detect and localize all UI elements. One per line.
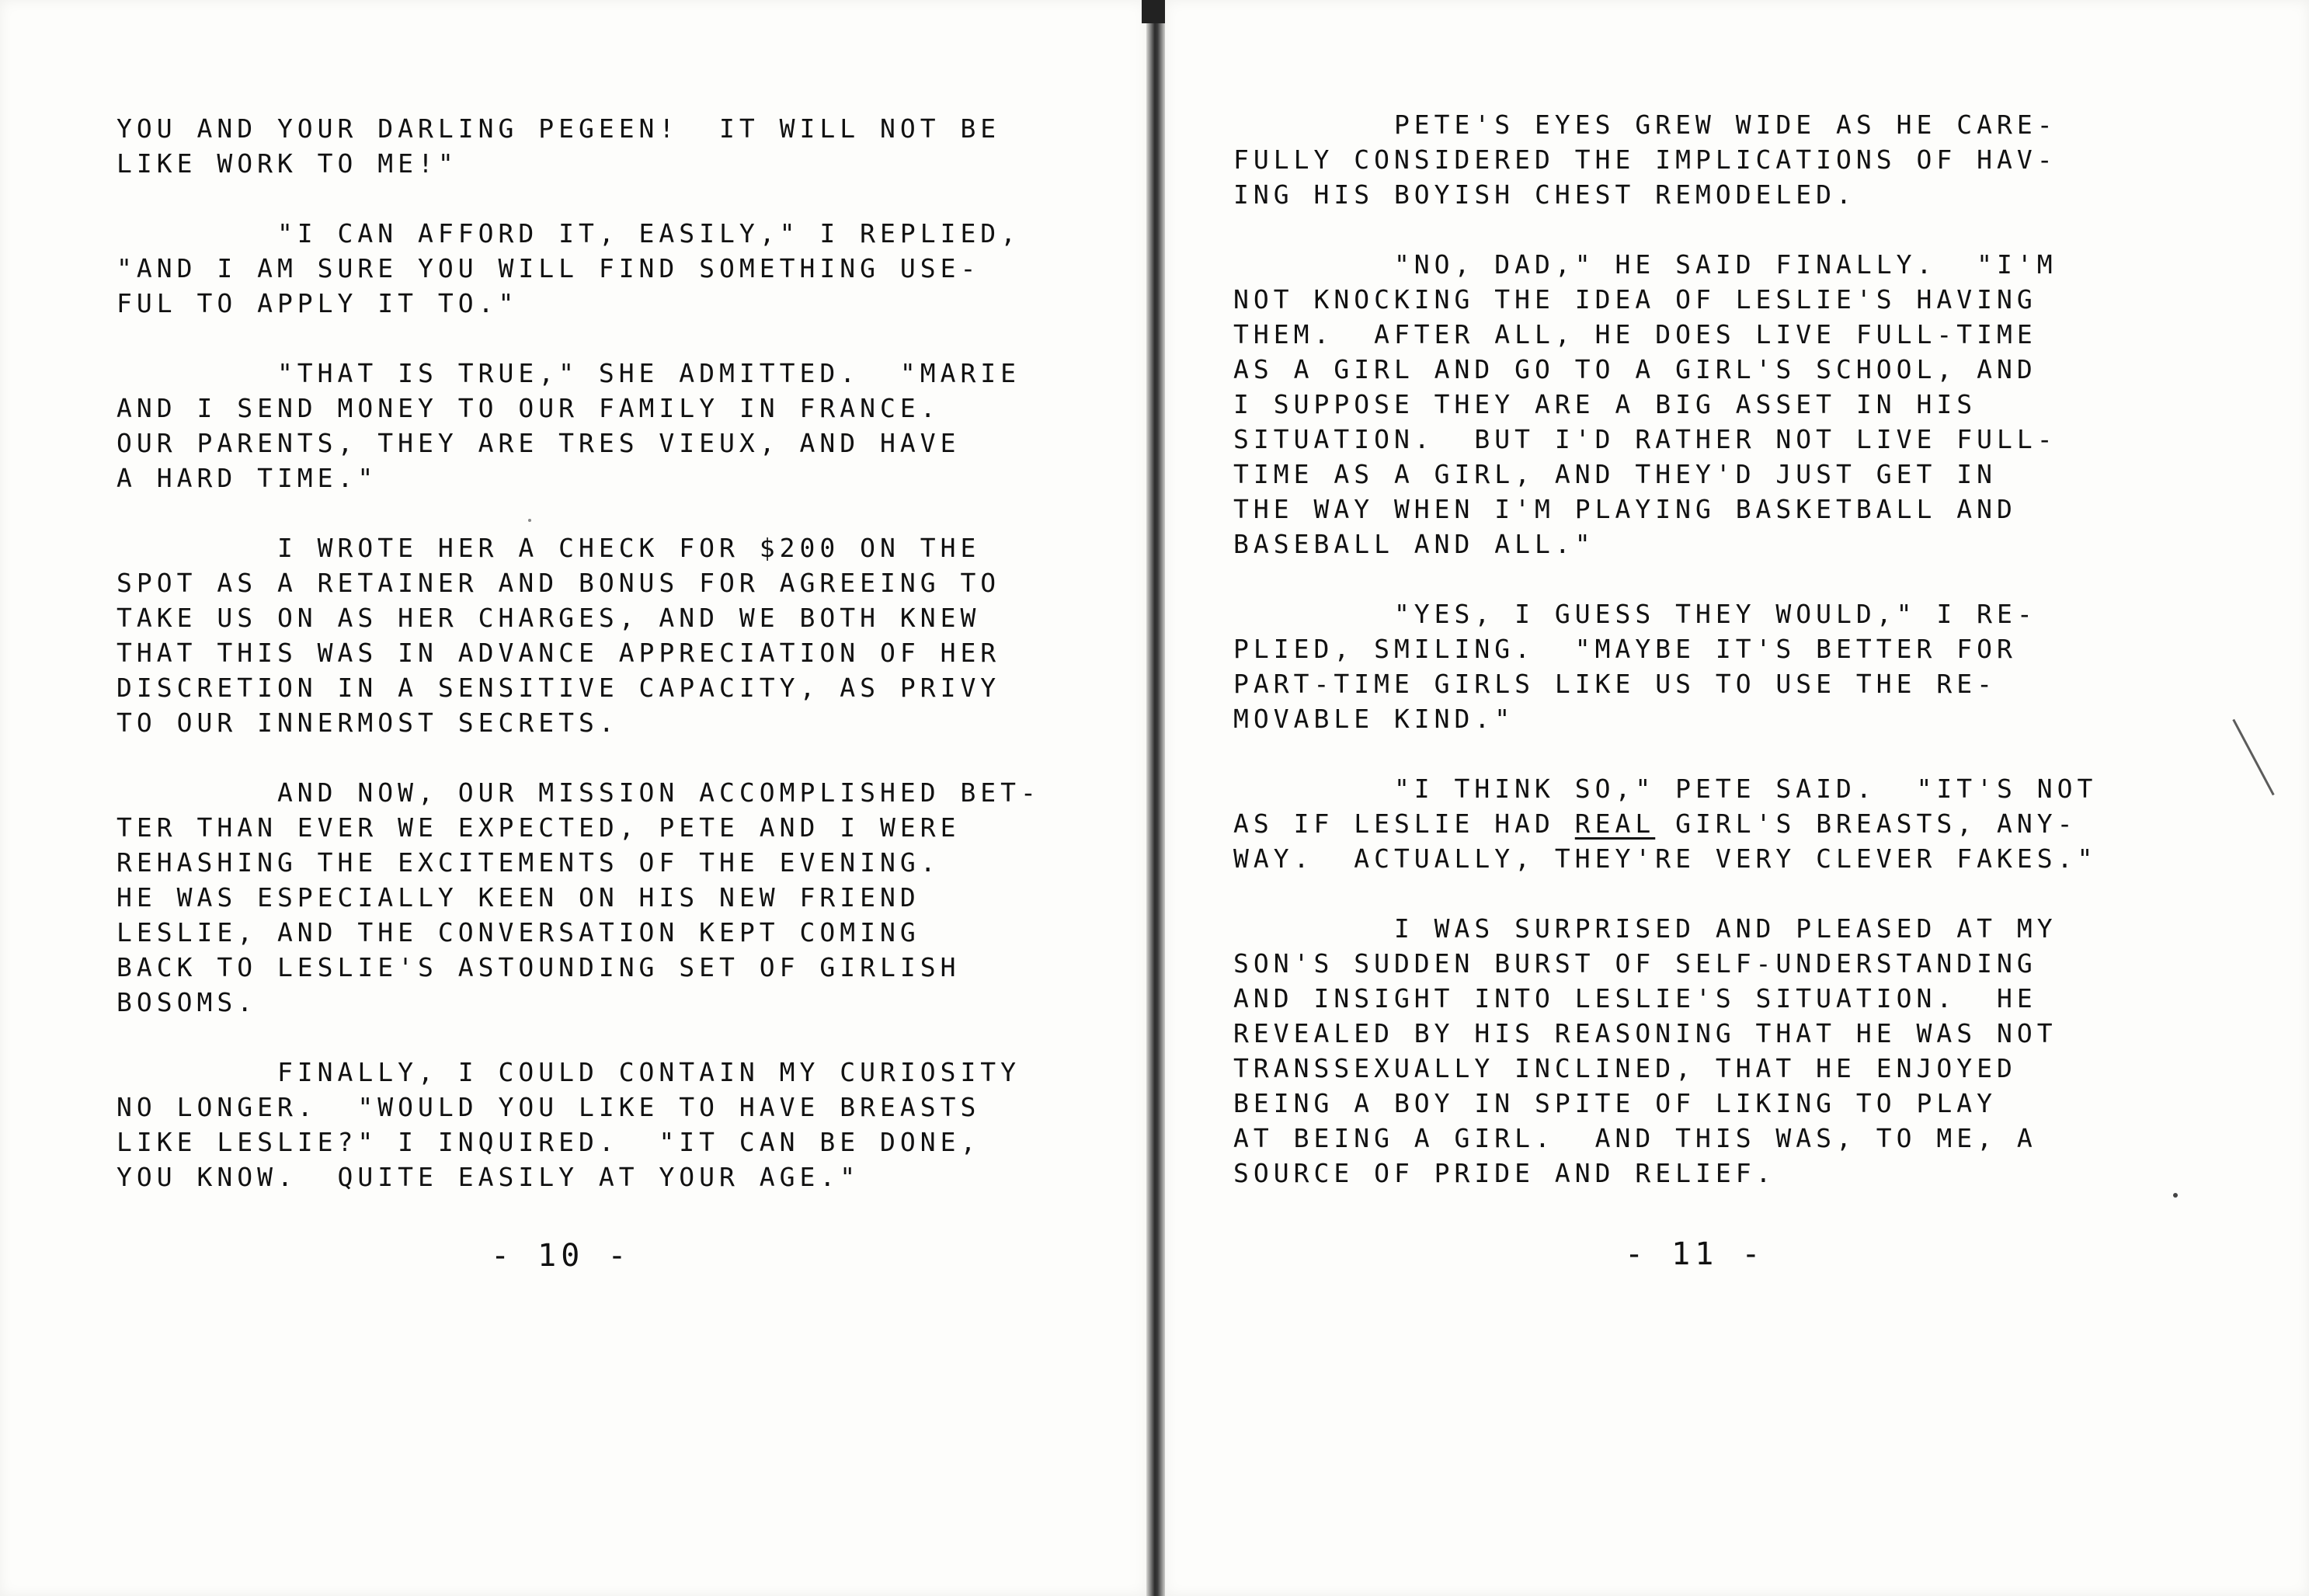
paragraph [1233,107,2097,212]
text-line: BACK TO LESLIE'S ASTOUNDING SET OF GIRLISH [116,952,961,982]
text-line: AT BEING A GIRL. AND THIS WAS, TO ME, A [1233,1123,2037,1153]
page-number-right: - 11 - [1625,1236,1765,1272]
text-line: AS A GIRL AND GO TO A GIRL'S SCHOOL, AND [1233,354,2037,384]
text-line: LIKE WORK TO ME!" [116,148,458,179]
book-gutter [1146,0,1165,1596]
text-line: ING HIS BOYISH CHEST REMODELED. [1233,179,1856,210]
text-line: LESLIE, AND THE CONVERSATION KEPT COMING [116,917,920,948]
text-line: "YES, I GUESS THEY WOULD," I RE- [1233,599,2037,629]
text-line: FUL TO APPLY IT TO." [116,288,519,318]
text-line: "AND I AM SURE YOU WILL FIND SOMETHING USE- [116,253,981,283]
text-line: TO OUR INNERMOST SECRETS. [116,708,619,738]
text-line: I SUPPOSE THEY ARE A BIG ASSET IN HIS [1233,389,1977,419]
right-page-text [1233,107,2097,1226]
text-line: PETE'S EYES GREW WIDE AS HE CARE- [1233,110,2057,140]
text-line: TAKE US ON AS HER CHARGES, AND WE BOTH KNEW [116,603,981,633]
paragraph [1233,247,2097,562]
text-line: WAY. ACTUALLY, THEY'RE VERY CLEVER FAKES." [1233,843,2098,874]
text-line: AND NOW, OUR MISSION ACCOMPLISHED BET- [116,777,1041,808]
text-line: OUR PARENTS, THEY ARE TRES VIEUX, AND HAVE [116,428,961,458]
text-line: THAT THIS WAS IN ADVANCE APPRECIATION OF HER [116,638,1001,668]
text-line: BOSOMS. [116,987,258,1017]
text-line: "NO, DAD," HE SAID FINALLY. "I'M [1233,249,2057,280]
text-line: SITUATION. BUT I'D RATHER NOT LIVE FULL- [1233,424,2057,454]
speck [528,519,531,522]
paragraph [116,111,1041,181]
text-line: TRANSSEXUALLY INCLINED, THAT HE ENJOYED [1233,1053,2017,1083]
paragraph [116,356,1041,495]
text-line: AS IF LESLIE HAD REAL GIRL'S BREASTS, ANY- [1233,808,2078,839]
text-line: "I THINK SO," PETE SAID. "IT'S NOT [1233,774,2098,804]
text-line: LIKE LESLIE?" I INQUIRED. "IT CAN BE DONE, [116,1127,981,1157]
text-line: REHASHING THE EXCITEMENTS OF THE EVENING. [116,847,941,878]
page-number-left: - 10 - [491,1238,631,1274]
text-line: AND I SEND MONEY TO OUR FAMILY IN FRANCE. [116,393,941,423]
text-line: THEM. AFTER ALL, HE DOES LIVE FULL-TIME [1233,319,2037,349]
underlined-word: REAL [1574,808,1656,839]
paragraph [1233,596,2097,736]
text-line: MOVABLE KIND." [1233,704,1515,734]
text-line: YOU KNOW. QUITE EASILY AT YOUR AGE." [116,1162,861,1192]
text-line: FULLY CONSIDERED THE IMPLICATIONS OF HAV- [1233,144,2057,175]
text-line: SON'S SUDDEN BURST OF SELF-UNDERSTANDING [1233,948,2037,979]
text-line: BASEBALL AND ALL." [1233,529,1595,559]
text-line: AND INSIGHT INTO LESLIE'S SITUATION. HE [1233,983,2037,1014]
left-page-text [116,111,1041,1229]
text-line: SOURCE OF PRIDE AND RELIEF. [1233,1158,1776,1188]
text-line: THE WAY WHEN I'M PLAYING BASKETBALL AND [1233,494,2017,524]
text-line: NO LONGER. "WOULD YOU LIKE TO HAVE BREASTS [116,1092,981,1122]
text-line: PART-TIME GIRLS LIKE US TO USE THE RE- [1233,669,1997,699]
text-line: "THAT IS TRUE," SHE ADMITTED. "MARIE [116,358,1021,388]
text-line: A HARD TIME." [116,463,378,493]
text-line: BEING A BOY IN SPITE OF LIKING TO PLAY [1233,1088,1997,1118]
text-line: FINALLY, I COULD CONTAIN MY CURIOSITY [116,1057,1021,1087]
text-line: YOU AND YOUR DARLING PEGEEN! IT WILL NOT BE [116,113,1001,144]
paragraph [1233,911,2097,1191]
text-line: REVEALED BY HIS REASONING THAT HE WAS NOT [1233,1018,2057,1048]
paragraph [116,1055,1041,1194]
text-line: TIME AS A GIRL, AND THEY'D JUST GET IN [1233,459,1997,489]
text-line: SPOT AS A RETAINER AND BONUS FOR AGREEING TO [116,568,1001,598]
text-line: I WAS SURPRISED AND PLEASED AT MY [1233,913,2057,944]
paragraph [116,216,1041,321]
paragraph [116,530,1041,740]
text-line: TER THAN EVER WE EXPECTED, PETE AND I WERE [116,812,961,843]
text-line: "I CAN AFFORD IT, EASILY," I REPLIED, [116,218,1021,249]
text-line: HE WAS ESPECIALLY KEEN ON HIS NEW FRIEND [116,882,920,913]
text-line: I WROTE HER A CHECK FOR $200 ON THE [116,533,981,563]
text-line: PLIED, SMILING. "MAYBE IT'S BETTER FOR [1233,634,2017,664]
text-line: NOT KNOCKING THE IDEA OF LESLIE'S HAVING [1233,284,2037,315]
speck [2173,1193,2178,1198]
text-line: DISCRETION IN A SENSITIVE CAPACITY, AS PRIVY [116,673,1001,703]
paragraph [116,775,1041,1020]
paragraph [1233,771,2097,876]
